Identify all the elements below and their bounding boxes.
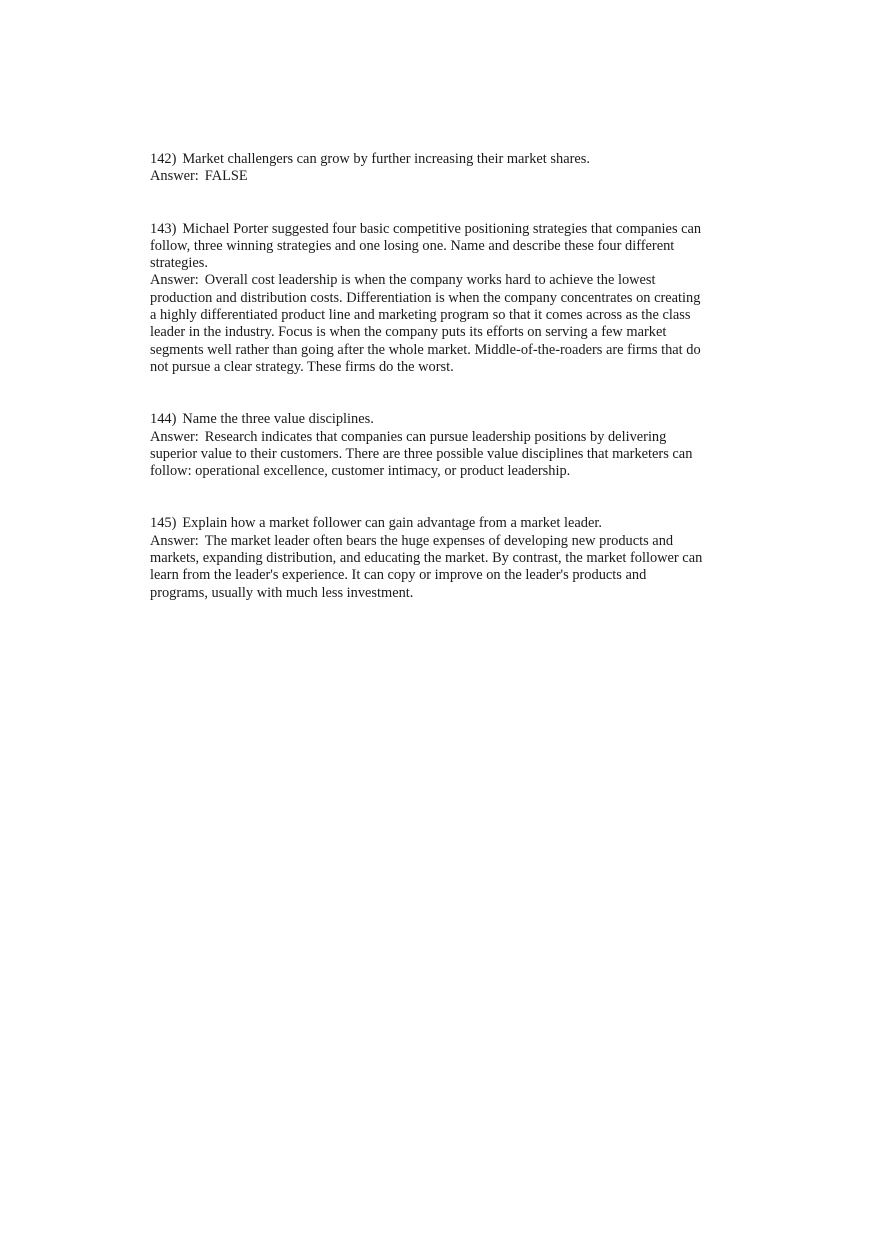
question-144 <box>150 411 730 480</box>
answer-line <box>150 533 730 550</box>
question-line <box>150 515 730 532</box>
question-line <box>150 411 730 428</box>
question-text <box>150 515 730 532</box>
answer-label: Answer: <box>150 428 199 445</box>
answer-line: follow: operational excellence, customer intimacy, or product leadership. <box>150 463 571 480</box>
answer-label: Answer: <box>150 168 199 185</box>
answer-text <box>150 168 730 185</box>
answer-line-text: Overall cost leadership is when the company works hard to achieve the lowest <box>204 272 656 289</box>
answer-label: Answer: <box>150 272 199 289</box>
answer-text <box>150 272 730 376</box>
answer-line: superior value to their customers. There are three possible value disciplines that marketers can <box>150 445 693 462</box>
answer-line: not pursue a clear strategy. These firms do the worst. <box>150 358 454 375</box>
answer-line: segments well rather than going after the whole market. Middle-of-the-roaders are firms that do <box>150 341 701 358</box>
question-line <box>150 151 730 168</box>
answer-line: learn from the leader's experience. It can copy or improve on the leader's products and <box>150 567 647 584</box>
answer-label: Answer: <box>150 532 199 549</box>
answer-line <box>150 429 730 446</box>
answer-line: leader in the industry. Focus is when the company puts its efforts on serving a few market <box>150 324 667 341</box>
question-line-text: Market challengers can grow by further increasing their market shares. <box>182 151 590 167</box>
question-text <box>150 221 730 273</box>
answer-line: a highly differentiated product line and marketing program so that it comes across as the class <box>150 307 691 324</box>
answer-line: programs, usually with much less investment. <box>150 584 414 601</box>
question-line: strategies. <box>150 255 208 272</box>
answer-line <box>150 168 730 185</box>
question-number: 145) <box>150 515 177 532</box>
question-text <box>150 411 730 428</box>
question-143 <box>150 221 730 377</box>
question-142 <box>150 151 730 186</box>
answer-text <box>150 429 730 481</box>
answer-line-text: The market leader often bears the huge expenses of developing new products and <box>204 532 674 549</box>
question-list <box>150 151 730 637</box>
answer-line: production and distribution costs. Differentiation is when the company concentrates on creating <box>150 289 701 306</box>
question-line-text: Michael Porter suggested four basic competitive positioning strategies that companies can <box>182 220 702 237</box>
question-line <box>150 221 730 238</box>
answer-line: markets, expanding distribution, and educating the market. By contrast, the market follower can <box>150 550 703 567</box>
answer-line-text: Research indicates that companies can pursue leadership positions by delivering <box>204 428 667 445</box>
question-line-text: Explain how a market follower can gain advantage from a market leader. <box>182 515 602 532</box>
question-number: 144) <box>150 411 177 428</box>
answer-line <box>150 272 730 289</box>
question-145 <box>150 515 730 601</box>
question-number: 142) <box>150 151 177 167</box>
question-line: follow, three winning strategies and one losing one. Name and describe these four different <box>150 237 675 254</box>
answer-line-text: FALSE <box>204 168 248 185</box>
answer-text <box>150 533 730 602</box>
question-line-text: Name the three value disciplines. <box>182 411 374 428</box>
question-number: 143) <box>150 220 177 237</box>
question-text <box>150 151 730 168</box>
